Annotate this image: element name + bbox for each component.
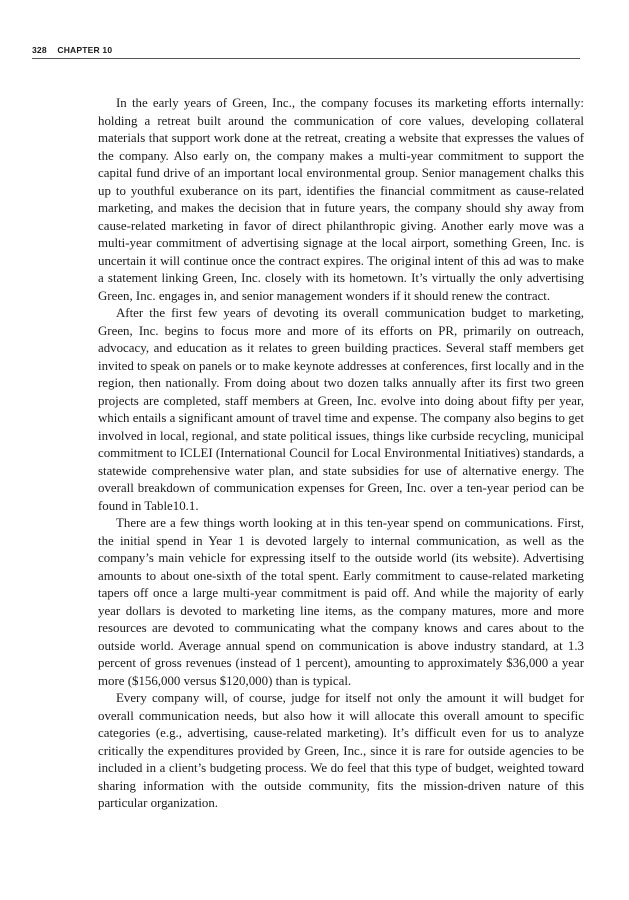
paragraph: In the early years of Green, Inc., the company focuses its marketing efforts internally: holding a retreat built around the communication of core values, developing collateral materials that support work done at the retreat, creating a website that expresses the values of the company. Also early on, the company makes a multi-year commitment to support the capital fund drive of an important local environmental group. Senior management chalks this up to youthful exuberance on its part, identifies the financial commitment as cause-related marketing, and makes the decision that in future years, the company should shy away from cause-related marketing in favor of direct philanthropic giving. Another early move was a multi-year commitment of advertising signage at the local airport, something Green, Inc. is uncertain it will continue once the contract expires. The original intent of this ad was to make a statement linking Green, Inc. closely with its hometown. It’s virtually the only advertising Green, Inc. engages in, and senior management wonders if it should renew the contract. [98,96,584,303]
chapter-label: CHAPTER 10 [57,45,113,55]
running-head [32,44,580,59]
paragraph: Every company will, of course, judge for itself not only the amount it will budget for overall communication needs, but also how it will allocate this overall amount to specific categories (e.g., advertising, cause-related marketing). It’s difficult even for us to analyze critically the expenditures provided by Green, Inc., since it is rare for outside agencies to be included in a client’s budgeting process. We do feel that this type of budget, weighted toward sharing information with the outside community, fits the mission-driven nature of this particular organization. [98,691,584,810]
page-number: 328 [32,45,47,55]
paragraph: There are a few things worth looking at in this ten-year spend on communications. First, the initial spend in Year 1 is devoted largely to internal communication, as well as the company’s main vehicle for expressing itself to the outside world (its website). Advertising amounts to about one-sixth of the total spent. Early commitment to cause-related marketing tapers off once a large multi-year commitment is paid off. And while the majority of early year dollars is devoted to marketing line items, as the company matures, more and more resources are devoted to communicating what the company knows and cares about to the outside world. Average annual spend on communication is above industry standard, at 1.3 percent of gross revenues (instead of 1 percent), amounting to approximately $36,000 a year more ($156,000 versus $120,000) than is typical. [98,516,584,688]
paragraph: After the first few years of devoting its overall communication budget to marketing, Green, Inc. begins to focus more and more of its efforts on PR, primarily on outreach, advocacy, and education as it relates to green building practices. Several staff members get invited to speak on panels or to make keynote addresses at conferences, first locally and in the region, then nationally. From doing about two dozen talks annually after its first two green projects are completed, staff members at Green, Inc. evolve into doing about fifty per year, which entails a significant amount of travel time and expense. The company also begins to get involved in local, regional, and state political issues, things like curbside recycling, municipal commitment to ICLEI (International Council for Local Environmental Initiatives) standards, a statewide comprehensive water plan, and state subsidies for use of alternative energy. The overall breakdown of communication expenses for Green, Inc. over a ten-year period can be found in Table10.1. [98,306,584,513]
body-text [98,95,584,813]
